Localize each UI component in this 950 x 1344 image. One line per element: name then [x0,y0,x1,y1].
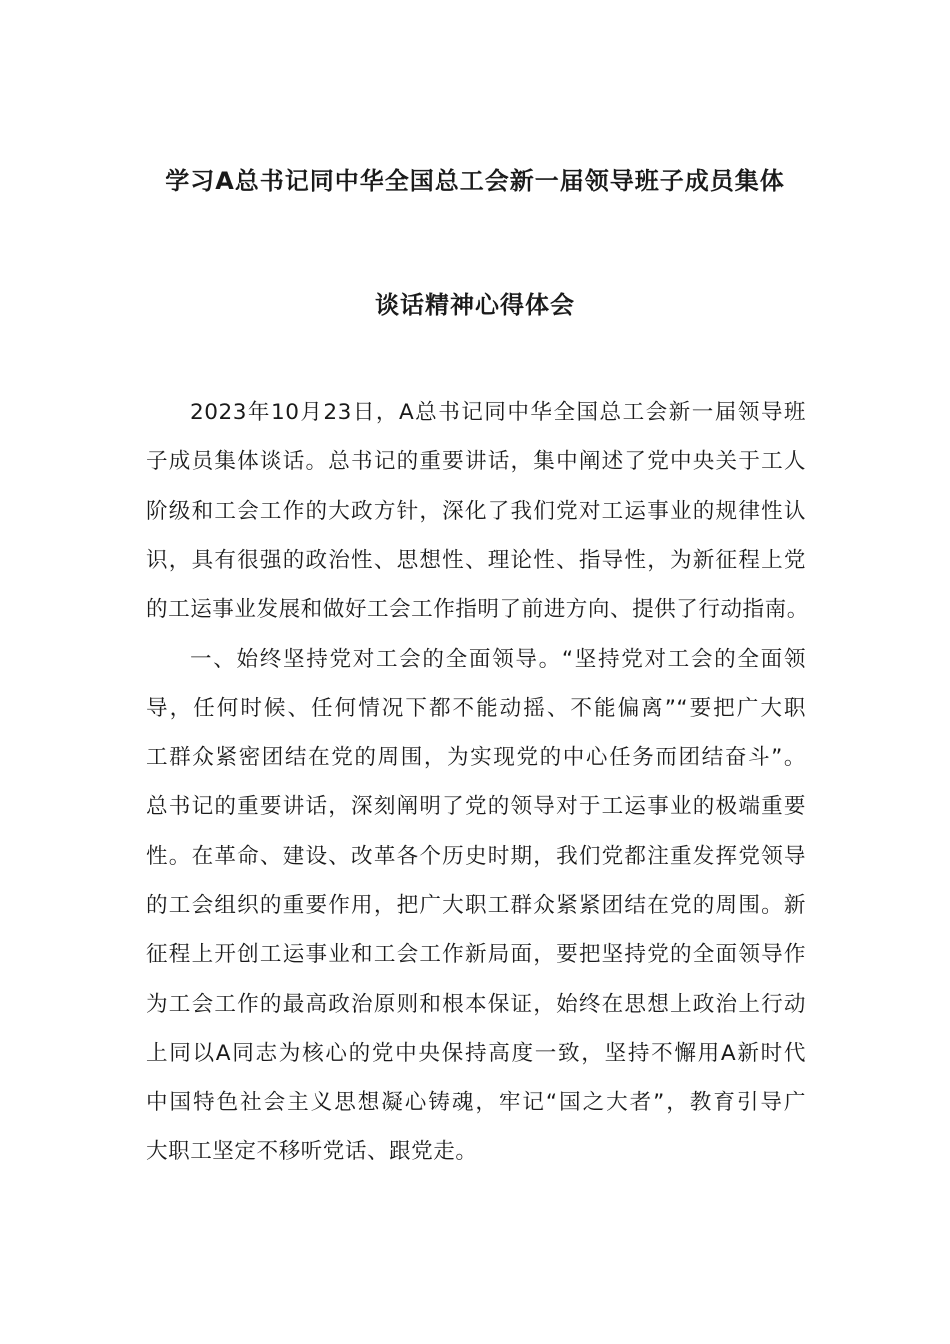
paragraph-section-one [146,635,806,1177]
paragraph-line: 为工会工作的最高政治原则和根本保证，始终在思想上政治上行动 [146,991,806,1017]
paragraph-line: 子成员集体谈话。总书记的重要讲话，集中阐述了党中央关于工人 [146,449,806,475]
paragraph-line: 识，具有很强的政治性、思想性、理论性、指导性，为新征程上党 [146,547,806,573]
paragraph-line: 总书记的重要讲话，深刻阐明了党的领导对于工运事业的极端重要 [146,794,806,820]
paragraph-line: 工群众紧密团结在党的周围，为实现党的中心任务而团结奋斗”。 [146,745,806,771]
paragraph-line: 征程上开创工运事业和工会工作新局面，要把坚持党的全面领导作 [146,942,806,968]
document-title-line-1: 学习A总书记同中华全国总工会新一届领导班子成员集体 [165,167,785,195]
paragraph-line: 一、始终坚持党对工会的全面领导。“坚持党对工会的全面领 [190,646,806,672]
paragraph-line: 的工运事业发展和做好工会工作指明了前进方向、提供了行动指南。 [146,597,809,623]
paragraph-line: 2023年10月23日，A总书记同中华全国总工会新一届领导班 [190,400,806,425]
paragraph-line: 阶级和工会工作的大政方针，深化了我们党对工运事业的规律性认 [146,498,806,524]
paragraph-line: 大职工坚定不移听党话、跟党走。 [146,1139,478,1165]
paragraph-line: 上同以A同志为核心的党中央保持高度一致，坚持不懈用A新时代 [146,1040,806,1066]
paragraph-line: 的工会组织的重要作用，把广大职工群众紧紧团结在党的周围。新 [146,892,806,918]
paragraph-intro [146,388,809,634]
paragraph-line: 中国特色社会主义思想凝心铸魂，牢记“国之大者”，教育引导广 [146,1090,806,1116]
paragraph-line: 性。在革命、建设、改革各个历史时期，我们党都注重发挥党领导 [146,843,806,869]
paragraph-line: 导，任何时候、任何情况下都不能动摇、不能偏离”“要把广大职 [146,695,806,721]
document-title-line-2: 谈话精神心得体会 [375,291,575,319]
